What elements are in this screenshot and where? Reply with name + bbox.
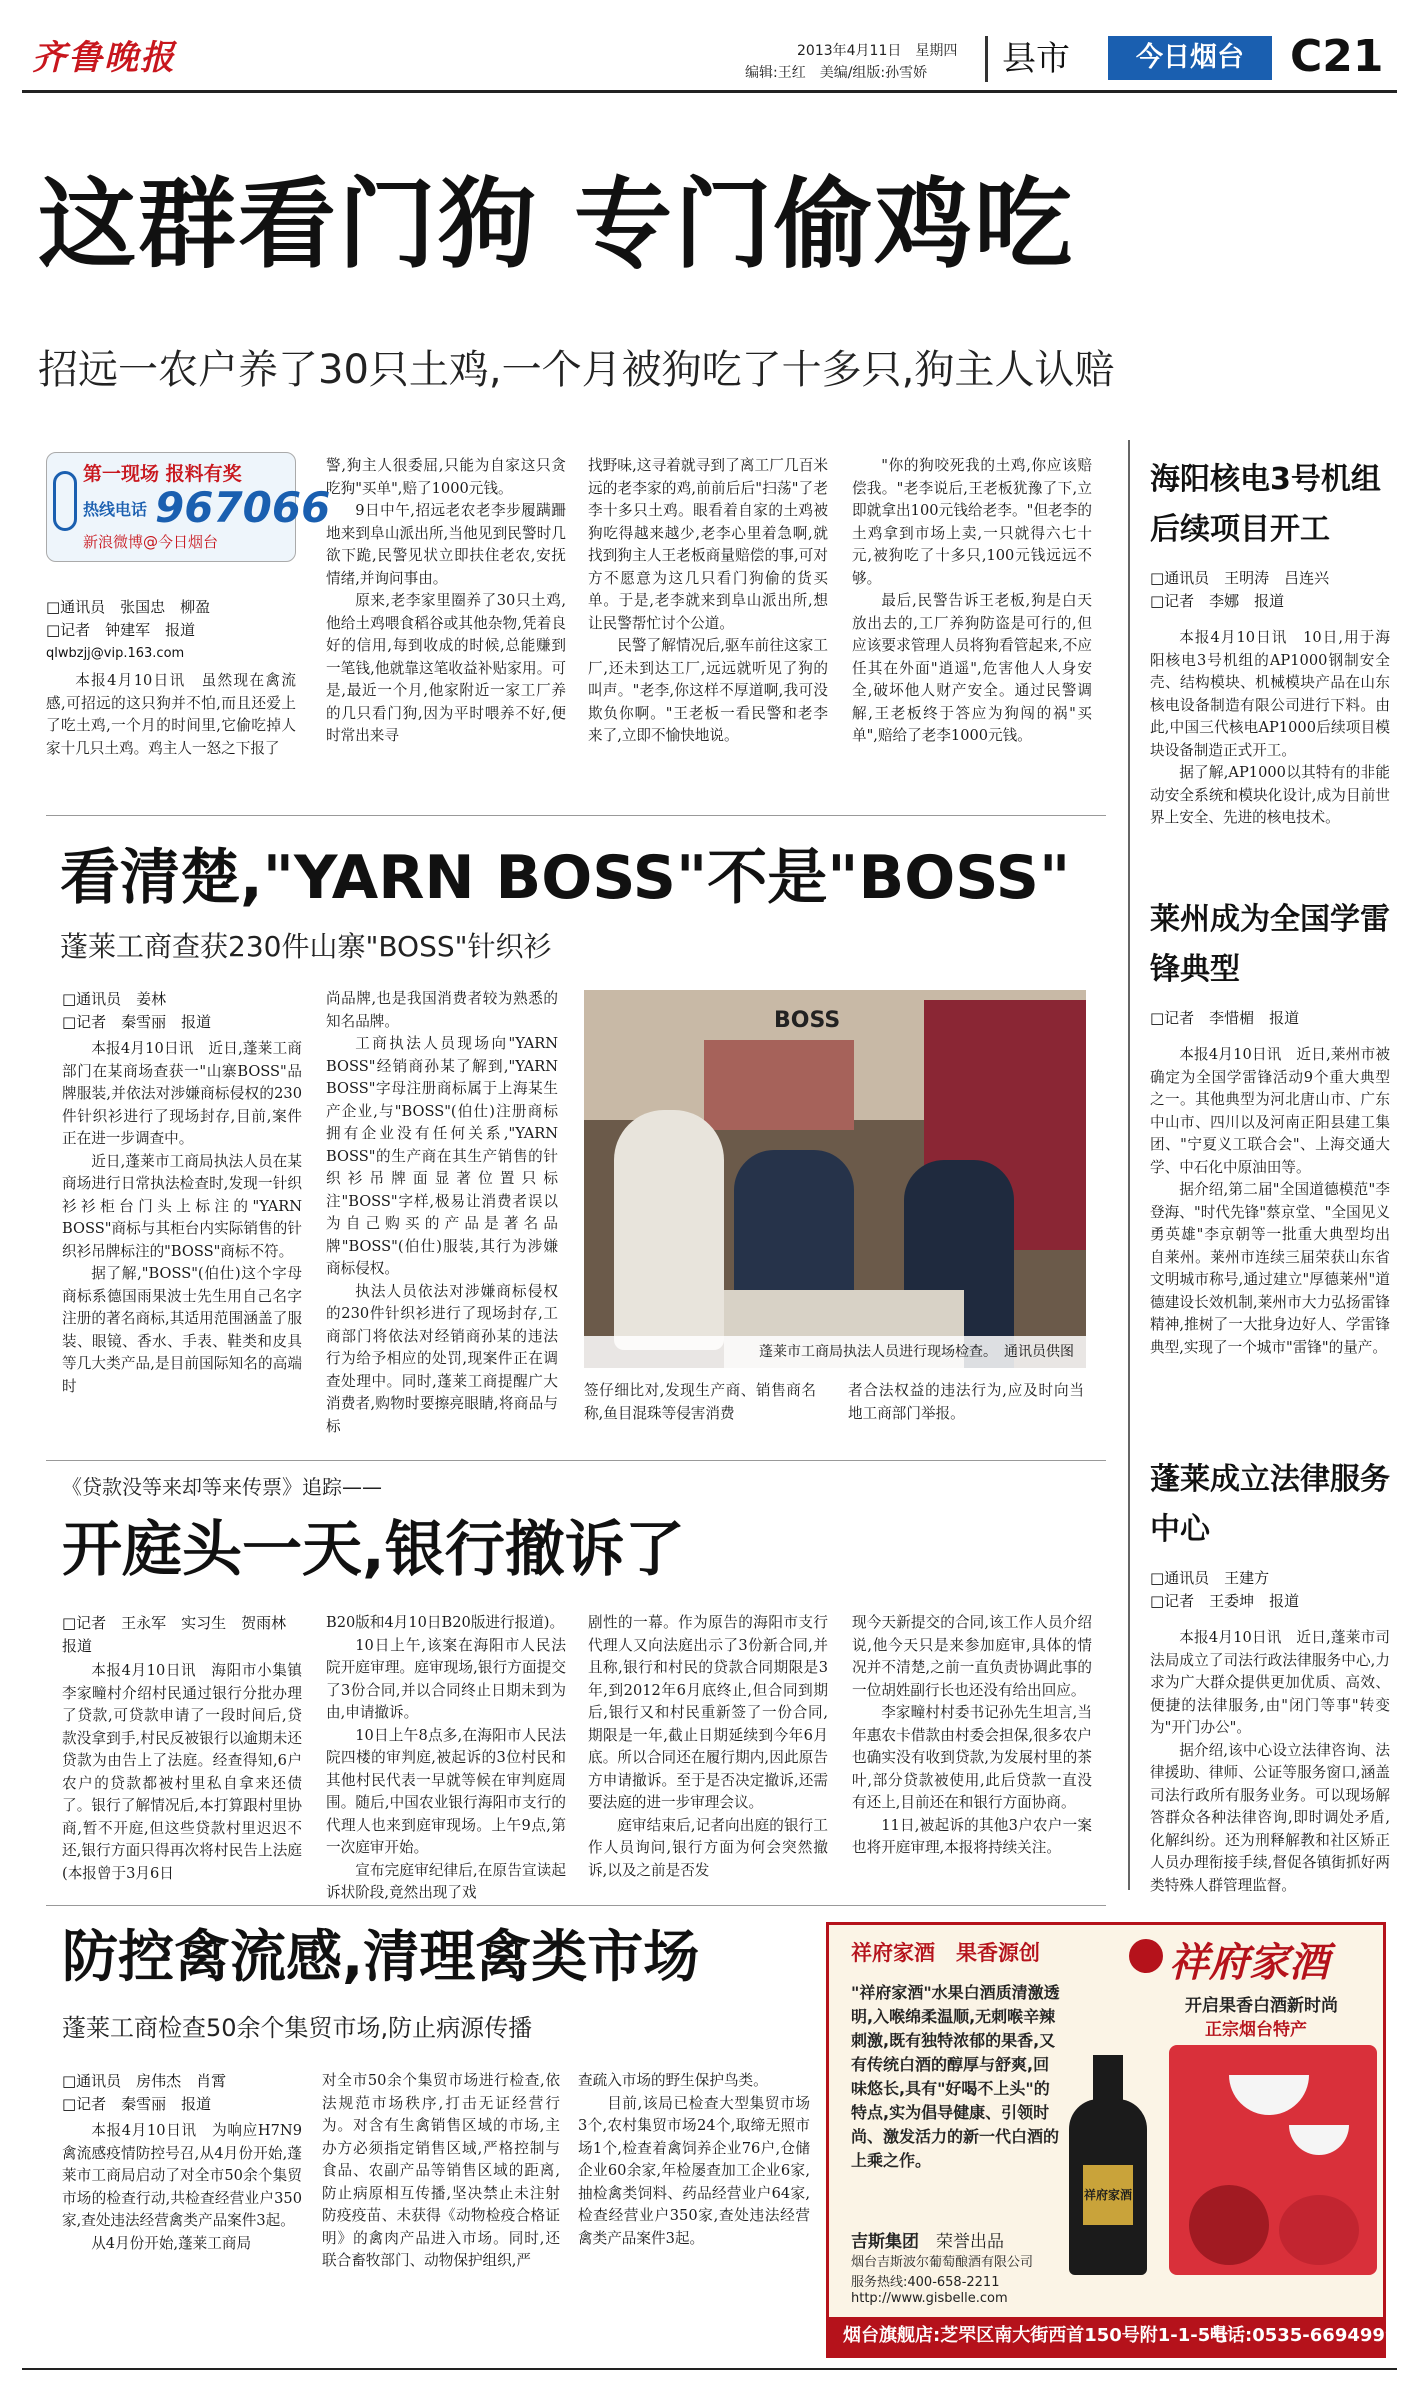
- flu-subhead: 蓬莱工商检查50余个集贸市场,防止病源传播: [62, 2014, 533, 2042]
- byline-line: □通讯员 房伟杰 肖霄: [62, 2072, 227, 2090]
- section-rule: [46, 815, 1106, 816]
- paragraph: 原来,老李家里圈养了30只土鸡,他给土鸡喂食稻谷或其他杂物,凭着良好的信用,每到收成的时候,总能赚到一笔钱,他就靠这笔收益补贴家用。可是,最近一个月,他家附近一家工厂养的几只看门狗,因为平时喂养不好,便时常出来寻: [326, 592, 566, 744]
- hotline-weibo: 新浪微博@今日烟台: [83, 533, 219, 551]
- photo-sign: BOSS: [774, 1008, 841, 1033]
- bottle-neck: [1093, 2055, 1123, 2103]
- masthead-rule: [22, 90, 1397, 93]
- issue-date: 2013年4月11日 星期四: [797, 43, 958, 59]
- photo-mannequin: [614, 1110, 724, 1350]
- editors-line: 编辑:王红 美编/组版:孙雪娇: [745, 65, 928, 81]
- lead-column-1: [46, 670, 296, 800]
- photo-caption: 蓬莱市工商局执法人员进行现场检查。 通讯员供图: [584, 1336, 1086, 1368]
- photo-shelf-2: [704, 1040, 854, 1130]
- paragraph: 庭审结束后,记者向出庭的银行工作人员询问,银行方面为何会突然撤诉,以及之前是否发: [588, 1816, 828, 1879]
- lead-column-3: [588, 455, 828, 800]
- paragraph: 李家疃村村委书记孙先生坦言,当年惠农卡借款由村委会担保,很多农户也确实没有收到贷款,为发展村里的茶叶,部分贷款被使用,此后贷款一直没有还上,目前还在和银行方面协商。: [852, 1704, 1092, 1811]
- ad-company: 烟台吉斯波尔葡萄酿酒有限公司: [851, 2255, 1034, 2270]
- ad-logo-icon: [1129, 1939, 1163, 1973]
- boss-column-2: [326, 988, 558, 1435]
- byline-line: □记者 王永军 实习生 贺雨林 报道: [62, 1614, 302, 1655]
- ad-group: [851, 2227, 1004, 2252]
- sidebar-byline: [1150, 567, 1390, 613]
- bank-kicker: 《贷款没等来却等来传票》追踪——: [62, 1475, 382, 1499]
- ad-slogan-2: 正宗烟台特产: [1205, 2020, 1307, 2040]
- paragraph: 找野味,这寻着就寻到了离工厂几百米远的老李家的鸡,前前后后"扫荡"了老李十多只土鸡。眼看着自家的土鸡被狗吃得越来越少,老李心里着急啊,就找到狗主人王老板商量赔偿的事,可对方不愿意为这几只看门狗偷的货买单。于是,老李就来到阜山派出所,想让民警帮忙讨个公道。: [588, 457, 828, 632]
- paragraph: 执法人员依法对涉嫌商标侵权的230件针织衫进行了现场封存,工商部门将依法对经销商孙某的违法行为给予相应的处罚,现案件正在调查处理中。同时,蓬莱工商提醒广大消费者,购物时要擦亮眼睛,将商品与标: [326, 1282, 558, 1435]
- sidebar-body: [1150, 627, 1390, 827]
- sidebar-byline: [1150, 1007, 1390, 1030]
- paragraph: 据了解,AP1000以其特有的非能动安全系统和模块化设计,成为目前世界上安全、先进的核电技术。: [1150, 764, 1390, 826]
- paragraph: 民警了解情况后,驱车前往这家工厂,还未到达工厂,远远就听见了狗的叫声。"老李,你这样不厚道啊,我可没欺负你啊。"王老板一看民警和老李来了,立即不愉快地说。: [588, 637, 828, 744]
- paragraph: 本报4月10日讯 近日,莱州市被确定为全国学雷锋活动9个重大典型之一。其他典型为河北唐山市、广东中山市、四川以及河南正阳县建工集团、"宁夏义工联合会"、上海交通大学、中石化中原油田等。: [1150, 1046, 1390, 1176]
- hotline-slogan: 第一现场 报料有奖: [83, 463, 242, 485]
- page-number: C21: [1290, 31, 1384, 82]
- lead-column-2: [326, 455, 566, 800]
- flu-column-3: [578, 2070, 810, 2340]
- lead-byline: [46, 596, 296, 665]
- lead-headline: 这群看门狗 专门偷鸡吃: [38, 168, 1075, 282]
- boss-byline: [62, 988, 302, 1034]
- paragraph: 警,狗主人很委屈,只能为自家这只贪吃狗"买单",赔了1000元钱。: [326, 457, 566, 497]
- bottle-label: 祥府家酒: [1083, 2165, 1133, 2225]
- bank-headline: 开庭头一天,银行撤诉了: [62, 1515, 685, 1585]
- ad-store: 烟台旗舰店:芝罘区南大街西首150号附1-1-5号: [843, 2325, 1229, 2346]
- ad-cup: [1229, 2075, 1309, 2115]
- ad-brand: 祥府家酒: [1169, 1939, 1329, 1986]
- byline-line: □通讯员 王明涛 吕连兴: [1150, 569, 1330, 587]
- ad-group-name: 吉斯集团: [851, 2232, 919, 2252]
- byline-line: □记者 王委坤 报道: [1150, 1592, 1300, 1610]
- paragraph: 签仔细比对,发现生产商、销售商名称,鱼目混珠等侵害消费: [584, 1382, 816, 1422]
- section-rule: [46, 1460, 1106, 1461]
- ad-slogan-1: 开启果香白酒新时尚: [1185, 1996, 1338, 2016]
- byline-line: □通讯员 姜林: [62, 990, 167, 1008]
- paragraph: 者合法权益的违法行为,应及时向当地工商部门举报。: [848, 1382, 1084, 1422]
- sidebar-byline: [1150, 1567, 1390, 1613]
- bank-column-4: [852, 1612, 1092, 1885]
- edition-badge: 今日烟台: [1108, 36, 1272, 80]
- masthead-divider: [985, 36, 988, 82]
- byline-line: □记者 钟建军 报道: [46, 621, 196, 639]
- ad-fruit-image: [1169, 2045, 1377, 2275]
- paragraph: 宣布完庭审纪律后,在原告宣读起诉状阶段,竟然出现了戏: [326, 1861, 566, 1901]
- ad-url[interactable]: http://www.gisbelle.com: [851, 2291, 1008, 2306]
- paragraph: 9日中午,招远老农老李步履蹒跚地来到阜山派出所,当他见到民警时几欲下跪,民警见状立即扶住老农,安抚情绪,并询问事由。: [326, 502, 566, 587]
- paragraph: 本报4月10日讯 海阳市小集镇李家疃村介绍村民通过银行分批办理了贷款,可贷款申请了一段时间后,贷款没拿到手,村民反被银行以逾期未还贷款为由告上了法庭。经查得知,6户农户的贷款都被村里私自拿来还债了。银行了解情况后,本打算跟村里协商,暂不开庭,但这些贷款村里迟迟不还,银行方面只得再次将村民告上法庭(本报曾于3月6日: [62, 1662, 302, 1882]
- flu-column-2: [322, 2070, 560, 2340]
- paragraph: 本报4月10日讯 为响应H7N9禽流感疫情防控号召,从4月份开始,蓬莱市工商局启动了对全市50余个集贸市场的检查行动,共检查经营业户350家,查处违法经营禽类产品案件3起。: [62, 2122, 302, 2229]
- sidebar-body: [1150, 1044, 1390, 1389]
- paragraph: "你的狗咬死我的土鸡,你应该赔偿我。"老李说后,王老板犹豫了下,立即就拿出100元钱给老李。"但老李的土鸡拿到市场上卖,一只就得六七十元,被狗吃了十多只,100元钱远远不够。: [852, 457, 1092, 587]
- bank-column-3: [588, 1612, 828, 1885]
- sidebar-story-laizhou: [1150, 895, 1390, 1389]
- paragraph: 最后,民警告诉王老板,狗是白天放出去的,工厂养狗防盗是可行的,但应该要求管理人员将狗看管起来,不应任其在外面"逍遥",危害他人人身安全,破坏他人财产安全。通过民警调解,王老板终于答应为狗闯的祸"买单",赔给了老李1000元钱。: [852, 592, 1092, 744]
- paragraph: B20版和4月10日B20版进行报道)。: [326, 1614, 565, 1631]
- bank-column-2: [326, 1612, 566, 1901]
- byline-line: □通讯员 王建方: [1150, 1569, 1270, 1587]
- paragraph: 据了解,"BOSS"(伯仕)这个字母商标系德国雨果波士先生用自己名字注册的著名商标,其适用范围涵盖了服装、眼镜、香水、手表、鞋类和皮具等几大类产品,是目前国际知名的高端时: [62, 1265, 302, 1395]
- lead-subhead: 招远一农户养了30只土鸡,一个月被狗吃了十多只,狗主人认赔: [38, 347, 1115, 393]
- sidebar-headline: 莱州成为全国学雷锋典型: [1150, 902, 1390, 987]
- byline-line: □记者 秦雪丽 报道: [62, 1013, 212, 1031]
- ad-tag: 祥府家酒 果香源创: [851, 1941, 1040, 1965]
- paragraph: 10日上午8点多,在海阳市人民法院四楼的审判庭,被起诉的3位村民和其他村民代表一早就等候在审判庭周围。随后,中国农业银行海阳市支行的代理人也来到庭审现场。上午9点,第一次庭审开始。: [326, 1726, 566, 1856]
- paragraph: 目前,该局已检查大型集贸市场3个,农村集贸市场24个,取缔无照市场1个,检查着禽饲养企业76户,仓储企业60余家,年检屡查加工企业6家,抽检禽类饲料、药品经营业户64家,检查经营业户350家,查处违法经营禽类产品案件3起。: [578, 2094, 810, 2247]
- byline-line: □记者 李惜楣 报道: [1150, 1009, 1300, 1027]
- ad-body: "祥府家酒"水果白酒质清激透明,入喉绵柔温顺,无刺喉辛辣刺激,既有独特浓郁的果香,又有传统白酒的醇厚与舒爽,回味悠长,具有"好喝不上头"的特点,实为倡导健康、引领时尚、激发活力的新一代白酒的上乘之作。: [851, 1983, 1060, 2170]
- sidebar-story-nuclear: [1150, 455, 1390, 827]
- ad-phone: 电话:0535-6694999: [1209, 2325, 1398, 2346]
- boss-headline: 看清楚,"YARN BOSS"不是"BOSS": [60, 843, 1071, 913]
- ad-honor: 荣誉出品: [936, 2232, 1004, 2252]
- masthead-logo: 齐鲁晚报: [32, 38, 176, 78]
- boss-subhead: 蓬莱工商查获230件山寨"BOSS"针织衫: [60, 930, 552, 963]
- paragraph: 尚品牌,也是我国消费者较为熟悉的知名品牌。: [326, 990, 558, 1030]
- sidebar-body: [1150, 1627, 1390, 1917]
- paragraph: 剧性的一幕。作为原告的海阳市支行代理人又向法庭出示了3份新合同,并且称,银行和村民的贷款合同期限是3年,到2012年6月底终止,但合同到期后,银行又和村民重新签了一份合同,期限是一年,截止日期延续到今年6月底。所以合同还在履行期内,因此原告方申请撤诉。至于是否决定撤诉,还需要法庭的进一步审理会议。: [588, 1614, 828, 1811]
- paragraph: 本报4月10日讯 虽然现在禽流感,可招远的这只狗并不怕,而且还爱上了吃土鸡,一个月的时间里,它偷吃掉人家十几只土鸡。鸡主人一怒之下报了: [46, 672, 296, 757]
- bank-byline: [62, 1612, 302, 1658]
- inspection-photo: [584, 990, 1086, 1368]
- paragraph: 对全市50余个集贸市场进行检查,依法规范市场秩序,打击无证经营行为。对含有生禽销售区域的市场,主办方必须指定销售区域,严格控制与食品、农副产品等销售区域的距离,防止病原相互传播,坚决禁止未注射防疫疫苗、未获得《动物检疫合格证明》的禽肉产品进入市场。同时,还联合畜牧部门、动物保护组织,严: [322, 2072, 560, 2269]
- reporter-email: qlwbzjj@vip.163.com: [46, 646, 185, 661]
- section-name: 县市: [1002, 39, 1070, 79]
- paragraph: 现今天新提交的合同,该工作人员介绍说,他今天只是来参加庭审,具体的情况并不清楚,之前一直负责协调此事的一位胡姓副行长也还没有给出回应。: [852, 1614, 1092, 1699]
- ad-hotline: 服务热线:400-658-2211: [851, 2275, 1000, 2290]
- paragraph: 据介绍,第二届"全国道德模范"李登海、"时代先锋"蔡京堂、"全国见义勇英雄"李京朝等一批重大典型均出自莱州。莱州市连续三届荣获山东省文明城市称号,通过建立"厚德莱州"道德建设长效机制,莱州市大力弘扬雷锋精神,推树了一大批身边好人、学雷锋典型,实现了一个城市"雷锋"的量产。: [1150, 1181, 1390, 1356]
- sidebar-headline: 海阳核电3号机组后续项目开工: [1150, 462, 1381, 547]
- flu-byline: [62, 2070, 302, 2116]
- ad-bottle: [1069, 2055, 1147, 2275]
- paragraph: 近日,蓬莱市工商局执法人员在某商场进行日常执法检查时,发现一针织衫衫柜台门头上标注的"YARN BOSS"商标与其柜台内实际销售的针织衫吊牌标注的"BOSS"商标不符。: [62, 1152, 302, 1260]
- section-rule: [46, 1905, 1106, 1906]
- wine-advertisement: [826, 1922, 1398, 2358]
- hotline-label: 热线电话: [83, 500, 148, 519]
- hotline-number: 967066: [155, 483, 331, 532]
- sidebar-headline: 蓬莱成立法律服务中心: [1150, 1462, 1390, 1547]
- sidebar-story-penglai-law: [1150, 1455, 1390, 1917]
- phone-icon: [53, 471, 77, 531]
- bank-column-1: [62, 1660, 302, 1885]
- sidebar-divider: [1128, 440, 1130, 1890]
- ad-footer: [829, 2317, 1398, 2355]
- page-bottom-rule: [22, 2368, 1397, 2370]
- boss-column-1: [62, 1038, 302, 1414]
- paragraph: 从4月份开始,蓬莱工商局: [91, 2234, 252, 2252]
- paragraph: 据介绍,该中心设立法律咨询、法律援助、律师、公证等服务窗口,涵盖司法行政所有服务业务。可以现场解答群众各种法律咨询,即时调处矛盾,化解纠纷。还为刑释解教和社区矫正人员办理衔接手续,督促各镇街抓好两类特殊人群管理监督。: [1150, 1741, 1390, 1894]
- paragraph: 本报4月10日讯 10日,用于海阳核电3号机组的AP1000钢制安全壳、结构模块、机械模块产品在山东核电设备制造有限公司进行下料。由此,中国三代核电AP1000后续项目模块设备制造正式开工。: [1150, 629, 1390, 759]
- paragraph: 本报4月10日讯 近日,蓬莱市司法局成立了司法行政法律服务中心,力求为广大群众提供更加优质、高效、便捷的法律服务,由"闭门等事"转变为"开门办公"。: [1150, 1629, 1390, 1736]
- byline-line: □通讯员 张国忠 柳盈: [46, 598, 211, 616]
- lead-column-4: [852, 455, 1092, 800]
- flu-headline: 防控禽流感,清理禽类市场: [62, 1925, 700, 1990]
- ad-cup-2: [1289, 2125, 1349, 2155]
- flu-column-1: [62, 2120, 302, 2340]
- paragraph: 10日上午,该案在海阳市人民法院开庭审理。庭审现场,银行方面提交了3份合同,并以合同终止日期未到为由,申请撤诉。: [326, 1636, 566, 1721]
- byline-line: □记者 李娜 报道: [1150, 592, 1285, 610]
- paragraph: 工商执法人员现场向"YARN BOSS"经销商孙某了解到,"YARN BOSS"字母注册商标属于上海某生产企业,与"BOSS"(伯仕)注册商标拥有企业没有任何关系,"YARN BOSS"的生产商在其生产销售的针织衫吊牌面显著位置只标注"BOSS"字样,极易让消费者误以为自己购买的产品是著名品牌"BOSS"(伯仕)服装,其行为涉嫌商标侵权。: [326, 1035, 558, 1277]
- boss-tail-1: [584, 1380, 816, 1426]
- paragraph: 本报4月10日讯 近日,蓬莱工商部门在某商场查获一"山寨BOSS"品牌服装,并依法对涉嫌商标侵权的230件针织衫进行了现场封存,目前,案件正在进一步调查中。: [62, 1040, 302, 1147]
- hotline-box: [46, 452, 331, 562]
- boss-tail-2: [848, 1380, 1084, 1426]
- byline-line: □记者 秦雪丽 报道: [62, 2095, 212, 2113]
- paragraph: 11日,被起诉的其他3户农户一案也将开庭审理,本报将持续关注。: [852, 1816, 1092, 1856]
- paragraph: 查疏入市场的野生保护鸟类。: [578, 2072, 768, 2089]
- ad-fruit: [1189, 2185, 1269, 2265]
- ad-fruit-2: [1279, 2195, 1359, 2265]
